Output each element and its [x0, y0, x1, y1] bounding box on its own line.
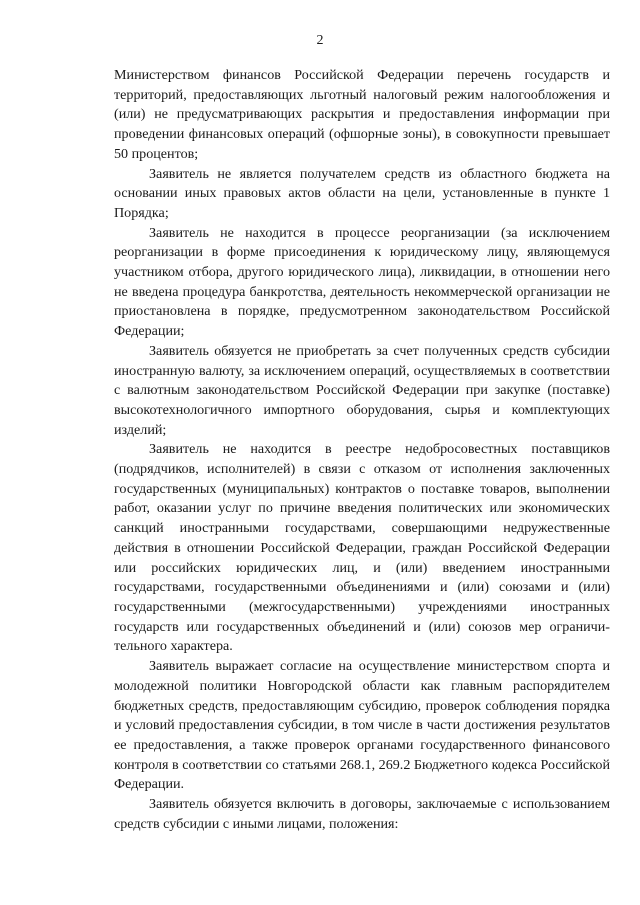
- paragraph-contract-obligation: Заявитель обязуется включить в договоры, заключаемые с использованием средств субсидии с иными лицами, положения:: [114, 796, 610, 832]
- paragraph-no-foreign-currency: Заявитель обязуется не приобретать за счет полученных средств субсидии иностранную валюту, за исключением операций, осуществляемых в соответствии с валютным законодательством Российской Федерации при закупке (поставке) высокотехнологичного импортного оборудования, сырья и комплектующих изделий;: [114, 342, 610, 438]
- paragraph-offshore-continuation: Министерством финансов Российской Федерации перечень государств и территорий, предоставляющих льготный налоговый режим налогообложения и (или) не предусматривающих раскрытия и предоставления информации при проведении финансовых операций (офшорные зоны), в совокупности превышает 50 процентов;: [114, 67, 610, 162]
- paragraph-no-reorganization: Заявитель не находится в процессе реорганизации (за исключением реорганизации в форме присоединения к юридическому лицу, являющемуся участником отбора, другого юридического лица), ликвидации, в отношении него не введена процедура банкротства, деятельность некоммерческой организации не приостановлена в порядке, предусмотренном законодательством Российской Федерации;: [114, 224, 610, 340]
- paragraph-not-recipient: Заявитель не является получателем средств из областного бюджета на основании иных правовых актов области на цели, установленные в пункте 1 Порядка;: [114, 165, 610, 221]
- paragraph-consent-to-audit: Заявитель выражает согласие на осуществление министерством спорта и молодежной политики Новгородской области как главным распорядителем бюджетных средств, предоставляющим субсидию, проверок соблюдения порядка и условий предоставления субсидии, в том числе в части достижения результатов ее предоставления, а также проверок органами государственного финансового контроля в соответствии со статьями 268.1, 269.2 Бюджетного кодекса Российской Федерации.: [114, 658, 610, 793]
- document-body: [114, 66, 610, 834]
- paragraph-not-in-registry: Заявитель не находится в реестре недобросовестных поставщиков (подрядчиков, исполнителей) в связи с отказом от исполнения заключенных государственных (муниципальных) контрактов о поставке товаров, выполнении работ, оказании услуг по причине введения политических или экономических санкций иностранными государствами, совершающими недружественные действия в отношении Российской Федерации, граждан Российской Федерации или российских юридических лиц, и (или) введением иностранными государствами, государственными объединениями и (или) союзами и (или) государственными (межгосударственными) учреждениями иностранных государств или государственных объединений и (или) союзов мер ограничительного характера.: [114, 441, 610, 655]
- page-number: 2: [316, 33, 324, 48]
